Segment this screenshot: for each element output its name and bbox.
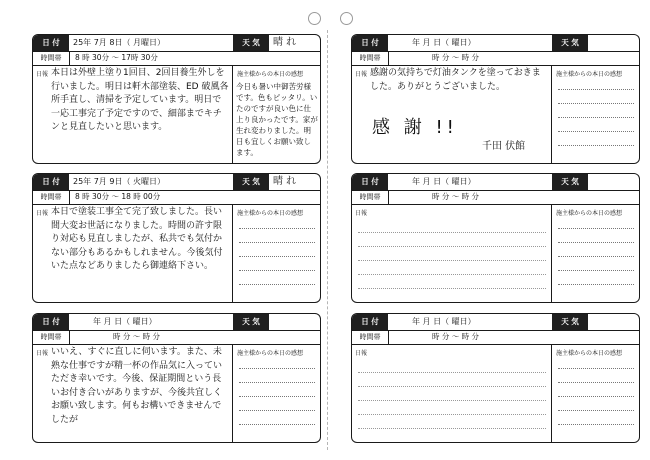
notes-area — [352, 344, 552, 442]
notes-area — [33, 65, 233, 163]
center-cut-line — [327, 30, 328, 450]
binder-hole-right — [340, 12, 353, 25]
notes-area — [352, 65, 552, 163]
client-feedback-label: 施主様からの本日の感想 — [237, 71, 304, 78]
client-feedback-label: 施主様からの本日の感想 — [556, 210, 623, 217]
time-row — [33, 51, 320, 66]
weather-value: 晴 れ — [273, 37, 297, 48]
diary-card-3 — [32, 173, 321, 303]
time-value: 時 分 〜 時 分 — [432, 53, 480, 62]
client-feedback-area — [233, 204, 320, 302]
date-value: 25年 7月 9日（ 火曜日） — [73, 177, 165, 186]
card-header — [33, 174, 320, 191]
notes-label: 日報 — [36, 71, 49, 78]
weather-value — [592, 174, 638, 190]
client-feedback-area — [233, 344, 320, 442]
date-value: 年 月 日（ 曜日） — [412, 317, 476, 326]
date-value: 年 月 日（ 曜日） — [93, 317, 157, 326]
time-value: 時 分 〜 時 分 — [432, 192, 480, 201]
time-row — [33, 190, 320, 205]
date-value: 25年 7月 8日（ 月曜日） — [73, 38, 165, 47]
notes-text: いいえ、すぐに直しに伺います。また、未熟な仕事ですが精一杯の作品気に入っていただき幸いです。今後、保証期間という長いお付き合いがありますが、今後共宜しくお願い致します。何もお構いできませんでしたが — [51, 347, 223, 425]
date-label: 日 付 — [33, 35, 69, 51]
client-feedback-area — [233, 65, 320, 163]
card-header — [352, 35, 639, 52]
date-label: 日 付 — [352, 314, 388, 330]
client-feedback-area — [552, 204, 639, 302]
time-row — [352, 330, 639, 345]
notes-label: 日報 — [36, 350, 49, 357]
weather-label: 天 気 — [552, 174, 588, 190]
date-value: 年 月 日（ 曜日） — [412, 38, 476, 47]
client-feedback-area — [552, 344, 639, 442]
notes-text: 本日で塗装工事全て完了致しました。長い間大変お世話になりました。時間の許す限り対応も見直しましたが、私共でも気付かない部分もあるかもしれません。今後気付いた点などありましたら御連絡下さい。 — [51, 207, 223, 272]
time-value: 8 時 30分 〜 18 時 00分 — [75, 192, 161, 201]
date-label: 日 付 — [352, 174, 388, 190]
time-value: 時 分 〜 時 分 — [432, 332, 480, 341]
notes-label: 日報 — [36, 210, 49, 217]
client-feedback-label: 施主様からの本日の感想 — [237, 350, 304, 357]
client-feedback-label: 施主様からの本日の感想 — [556, 71, 623, 78]
time-value: 8 時 30分 〜 17時 30分 — [75, 53, 158, 62]
thanks-text: 感 謝 !! — [372, 117, 458, 138]
time-value: 時 分 〜 時 分 — [113, 332, 161, 341]
time-row — [352, 190, 639, 205]
date-label: 日 付 — [33, 174, 69, 190]
weather-value — [592, 314, 638, 330]
notes-label: 日報 — [355, 210, 368, 217]
diary-card-5 — [32, 313, 321, 443]
date-label: 日 付 — [33, 314, 69, 330]
notes-label: 日報 — [355, 350, 368, 357]
notes-area — [33, 204, 233, 302]
time-label: 時間帯 — [33, 51, 70, 65]
time-label: 時間帯 — [352, 190, 389, 204]
weather-value — [592, 35, 638, 51]
time-label: 時間帯 — [352, 330, 389, 344]
date-label: 日 付 — [352, 35, 388, 51]
weather-value — [273, 314, 319, 330]
card-header — [352, 174, 639, 191]
notes-area — [352, 204, 552, 302]
date-value: 年 月 日（ 曜日） — [412, 177, 476, 186]
diary-card-2 — [351, 34, 640, 164]
notes-label: 日報 — [355, 71, 368, 78]
time-row — [33, 330, 320, 345]
weather-label: 天 気 — [233, 35, 269, 51]
time-row — [352, 51, 639, 66]
notes-area — [33, 344, 233, 442]
card-header — [352, 314, 639, 331]
binder-hole-left — [308, 12, 321, 25]
diary-card-1 — [32, 34, 321, 164]
card-header — [33, 314, 320, 331]
time-label: 時間帯 — [33, 190, 70, 204]
diary-card-6 — [351, 313, 640, 443]
signature: 千田 伏館 — [482, 141, 526, 152]
weather-label: 天 気 — [233, 314, 269, 330]
notes-text: 感謝の気持ちで灯油タンクを塗っておきました。ありがとうございました。 — [370, 68, 541, 92]
weather-value: 晴 れ — [273, 176, 297, 187]
client-feedback-area — [552, 65, 639, 163]
client-feedback-label: 施主様からの本日の感想 — [556, 350, 623, 357]
weather-label: 天 気 — [233, 174, 269, 190]
card-header — [33, 35, 320, 52]
notes-text: 本日は外壁上塗り1回目、2回目養生外しを行いました。明日は軒木部塗装、ED 破風各所手直し、清掃を予定しています。明日で一応工事完了予定ですので、細部までキチンと見直したいと思います。 — [51, 68, 229, 133]
client-feedback-label: 施主様からの本日の感想 — [237, 210, 304, 217]
time-label: 時間帯 — [33, 330, 70, 344]
client-feedback-text: 今日も暑い中御苦労様です。色もピッタリ。いたのですが良い色に仕上り良かったです。家が生れ変わりました。明日も宜しくお願い致します。 — [236, 82, 318, 157]
weather-label: 天 気 — [552, 35, 588, 51]
weather-label: 天 気 — [552, 314, 588, 330]
time-label: 時間帯 — [352, 51, 389, 65]
diary-card-4 — [351, 173, 640, 303]
